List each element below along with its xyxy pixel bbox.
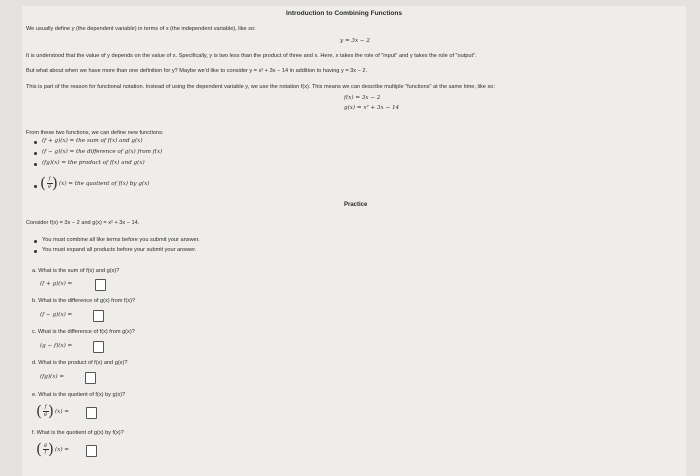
- new-function-difference: (f − g)(x) = the difference of g(x) from f(x): [42, 149, 163, 155]
- question-d-label: d. What is the product of f(x) and g(x)?: [32, 360, 128, 366]
- answer-e-input[interactable]: [86, 407, 97, 419]
- question-f-expr: (x) =: [55, 447, 69, 453]
- question-e-expr: (x) =: [55, 409, 69, 415]
- question-b-expr: (f − g)(x) =: [40, 312, 73, 318]
- answer-a-input[interactable]: [95, 279, 106, 291]
- bullet-icon: [34, 185, 37, 188]
- practice-heading: Practice: [344, 202, 368, 208]
- worksheet-page: Introduction to Combining Functions We usually define y (the dependent variable) in terms of x (the independent variable), like so: y = 3x − 2 It is understood that the value of y depends on the value of x. Specifically, y is two less than the product of three and x. Here, x takes the role of "input" and y takes the role of "output". But what about when we have more than one definition for y? Maybe we'd like to consider y = x² + 3x − 14 in addition to having y = 3x − 2. This is part of the reason for functional notation. Instead of using the dependent variable y, we use the notation f(x). This means we can describe multiple "functions" at the same time, like so: f(x) = 3x − 2 g(x) = x² + 3x − 14 From these two functions, we can define new functions: (f + g)(x) = the sum of f(x) and g(x) (f − g)(x) = the difference of g(x) from f(x) (fg)(x) = the product of f(x) and g(x) ( f g ) (x) = the quotient of f(x) by g(x) Practice Consider f(x) = 3x − 2 and g(x) = x² + 3x − 14. You must combine all like terms before you submit your answer. You must expand all products before your submit your answer. a. What is the sum of f(x) and g(x)? (f + g)(x) = b. What is the difference of g(x) from f(x)? (f − g)(x) = c. What is the difference of f(x) from g(x)? (g − f)(x) = d. What is the product of f(x) and g(x)? (fg)(x) = e. What is the quotient of f(x) by g(x)? ( f g ) (x) = f. What is the quotient of g(x) by f(x)? ( g f ) (x) =: [22, 6, 686, 476]
- intro-line-4: This is part of the reason for functional notation. Instead of using the dependent variable y, we use the notation f(x). This means we can describe multiple "functions" at the same time, like so:: [26, 84, 495, 90]
- question-e-label: e. What is the quotient of f(x) by g(x)?: [32, 392, 126, 398]
- practice-rule-1: You must combine all like terms before you submit your answer.: [42, 237, 200, 243]
- practice-rule-2: You must expand all products before your submit your answer.: [42, 247, 197, 253]
- equation-g: g(x) = x² + 3x − 14: [344, 105, 400, 111]
- new-function-sum: (f + g)(x) = the sum of f(x) and g(x): [42, 138, 143, 144]
- practice-consider: Consider f(x) = 3x − 2 and g(x) = x² + 3x − 14.: [26, 220, 140, 226]
- intro-line-2: It is understood that the value of y depends on the value of x. Specifically, y is two less than the product of three and x. Here, x takes the role of "input" and y takes the role of "output".: [26, 53, 477, 59]
- question-a-label: a. What is the sum of f(x) and g(x)?: [32, 268, 120, 274]
- answer-b-input[interactable]: [93, 310, 104, 322]
- page-title: Introduction to Combining Functions: [286, 10, 403, 17]
- question-a-expr: (f + g)(x) =: [40, 281, 73, 287]
- answer-f-input[interactable]: [86, 445, 97, 457]
- bullet-icon: [34, 240, 37, 243]
- question-c-expr: (g − f)(x) =: [40, 343, 73, 349]
- intro-line-1: We usually define y (the dependent variable) in terms of x (the independent variable), like so:: [26, 26, 256, 32]
- answer-c-input[interactable]: [93, 341, 104, 353]
- question-f-label: f. What is the quotient of g(x) by f(x)?: [32, 430, 124, 436]
- new-functions-heading: From these two functions, we can define new functions:: [26, 130, 164, 136]
- answer-d-input[interactable]: [85, 372, 96, 384]
- new-function-product: (fg)(x) = the product of f(x) and g(x): [42, 160, 145, 166]
- bullet-icon: [34, 152, 37, 155]
- intro-line-3: But what about when we have more than one definition for y? Maybe we'd like to consider y = x² + 3x − 14 in addition to having y = 3x − 2.: [26, 68, 368, 74]
- equation-y: y = 3x − 2: [340, 38, 370, 44]
- new-function-quotient: (x) = the quotient of f(x) by g(x): [59, 181, 150, 187]
- bullet-icon: [34, 141, 37, 144]
- equation-f: f(x) = 3x − 2: [344, 95, 381, 101]
- question-d-expr: (fg)(x) =: [40, 374, 65, 380]
- bullet-icon: [34, 250, 37, 253]
- question-b-label: b. What is the difference of g(x) from f(x)?: [32, 298, 136, 304]
- bullet-icon: [34, 163, 37, 166]
- question-c-label: c. What is the difference of f(x) from g(x)?: [32, 329, 135, 335]
